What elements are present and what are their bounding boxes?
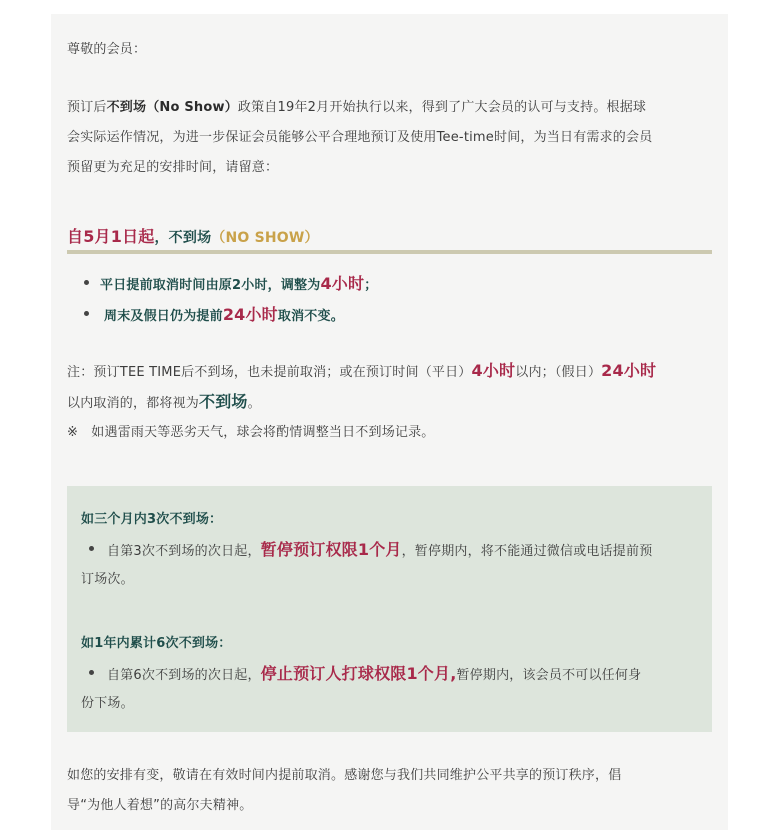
bullet-dot [89, 546, 94, 551]
note-text: 。 [247, 396, 261, 411]
bullet-dot [84, 280, 89, 285]
note-weather: ※ 如遇雷雨天等恶劣天气，球会将酌情调整当日不到场记录。 [67, 425, 435, 440]
bullet-dot [89, 670, 94, 675]
note-highlight: 24小时 [601, 361, 657, 380]
penalty-title-text: 如三个月内3次不到场： [81, 512, 223, 527]
bullet-text: 周末及假日仍为提前 [104, 309, 223, 324]
penalty-6-rule-cont: 份下场。 [81, 696, 134, 711]
note-line-2 [67, 389, 261, 412]
penalty-6-rule [107, 661, 641, 684]
penalty-3-rule [107, 537, 652, 560]
intro-line-1 [67, 96, 646, 115]
penalty-text: ，暂停期内，将不能通过微信或电话提前预 [401, 544, 653, 559]
note-text: 以内取消的，都将视为 [67, 396, 200, 411]
closing-line-1: 如您的安排有变，敬请在有效时间内提前取消。感谢您与我们共同维护公平共享的预订秩序，倡 [67, 768, 622, 783]
note-line-1 [67, 358, 656, 381]
intro-line-3: 预留更为充足的安排时间，请留意： [67, 160, 279, 175]
heading-label: ，不到场 [154, 230, 212, 246]
bullet-highlight: 24小时 [222, 305, 278, 324]
note-highlight: 4小时 [471, 361, 516, 380]
no-show-term: 不到场（No Show） [106, 100, 238, 115]
note-no-show: 不到场 [199, 392, 248, 411]
penalty-title-text: 如1年内累计6次不到场： [81, 636, 232, 651]
greeting: 尊敬的会员： [67, 42, 147, 57]
intro-text: 预订后 [67, 100, 107, 115]
penalty-3-title [81, 508, 222, 527]
penalty-text: 自第6次不到场的次日起， [107, 668, 261, 683]
intro-line-2: 会实际运作情况，为进一步保证会员能够公平合理地预订及使用Tee-time时间，为当日有需求的会员 [67, 130, 653, 145]
policy-heading [67, 224, 319, 247]
heading-divider [67, 250, 712, 254]
note-text: 以内；（假日） [515, 365, 602, 380]
notice-card [51, 14, 728, 830]
bullet-weekend [104, 302, 344, 325]
penalty-text: 自第3次不到场的次日起， [107, 544, 261, 559]
bullet-text: 取消不变。 [277, 309, 344, 324]
effective-date: 自5月1日起 [67, 227, 155, 246]
bullet-dot [84, 311, 89, 316]
penalty-highlight: 停止预订人打球权限1个月, [260, 664, 457, 683]
bullet-highlight: 4小时 [320, 274, 365, 293]
heading-noshow: （NO SHOW） [211, 230, 319, 246]
penalty-3-rule-cont: 订场次。 [81, 572, 134, 587]
bullet-weekday [100, 271, 377, 294]
bullet-text: 平日提前取消时间由原2小时，调整为 [100, 278, 321, 293]
intro-text: 政策自19年2月开始执行以来，得到了广大会员的认可与支持。根据球 [237, 100, 647, 115]
bullet-text: ； [364, 278, 378, 293]
penalty-highlight: 暂停预订权限1个月 [260, 540, 402, 559]
penalty-box [67, 486, 712, 732]
penalty-6-title [81, 632, 232, 651]
note-text: 注：预订TEE TIME后不到场，也未提前取消；或在预订时间（平日） [67, 365, 472, 380]
closing-line-2: 导“为他人着想”的高尔夫精神。 [67, 798, 253, 813]
penalty-text: 暂停期内，该会员不可以任何身 [456, 668, 642, 683]
